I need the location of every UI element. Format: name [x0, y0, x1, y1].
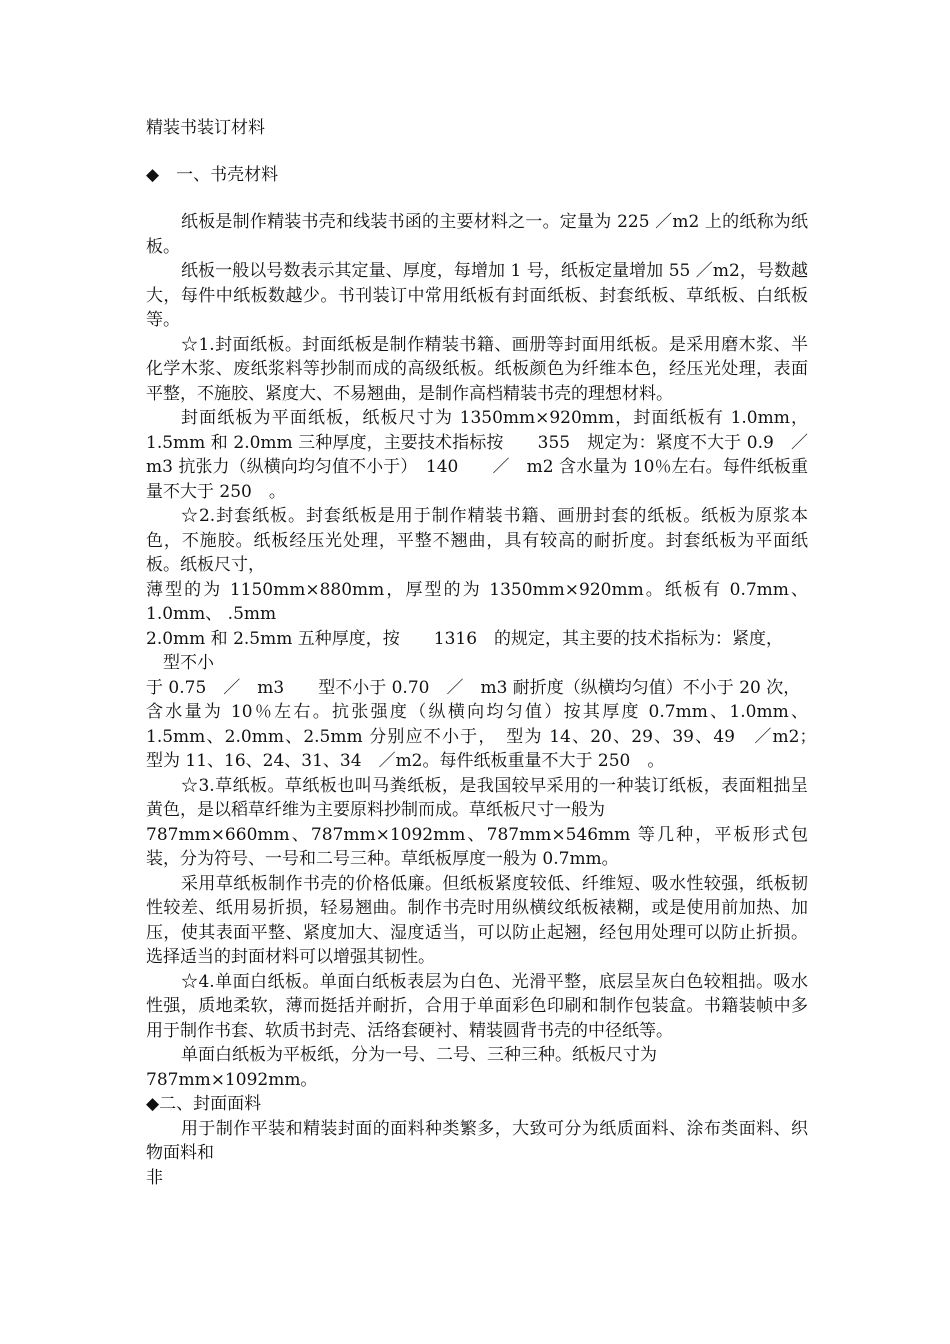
paragraph-line: 2.0mm 和 2.5mm 五种厚度，按 1316 的规定，其主要的技术指标为：紧度，	[146, 628, 784, 649]
document-body	[146, 210, 825, 1190]
paragraph: ☆1.封面纸板。封面纸板是制作精装书籍、画册等封面用纸板。是采用磨木浆、半化学木浆、废纸浆料等抄制而成的高级纸板。纸板颜色为纤维本色，经压光处理，表面平整，不施胶、紧度大、不易翘曲，是制作高档精装书壳的理想材料。	[146, 334, 808, 404]
paragraph: 纸板是制作精装书壳和线装书函的主要材料之一。定量为 225 ／m2 上的纸称为纸板。	[146, 212, 808, 257]
paragraph: 采用草纸板制作书壳的价格低廉。但纸板紧度较低、纤维短、吸水性较强，纸板韧性较差、纸用易折损，轻易翘曲。制作书壳时用纵横纹纸板裱糊，或是使用前加热、加压，使其表面平整、紧度加大、湿度适当，可以防止起翘，经包用处理可以防止折损。选择适当的封面材料可以增强其韧性。	[146, 873, 808, 967]
paragraph: ☆2.封套纸板。封套纸板是用于制作精装书籍、画册封套的纸板。纸板为原浆本色，不施胶。纸板经压光处理，平整不翘曲，具有较高的耐折度。封套纸板为平面纸板。纸板尺寸，	[146, 506, 808, 575]
paragraph-line: 型不小	[146, 653, 214, 673]
paragraph-line: 于 0.75 ／ m3 型不小于 0.70 ／ m3 耐折度（纵横均匀值）不小于 20 次，	[146, 677, 801, 698]
paragraph: 787mm×1092mm。	[146, 1069, 318, 1090]
paragraph-line: 薄型的为 1150mm×880mm，厚型的为 1350mm×920mm。纸板有 0.7mm、1.0mm、 .5mm	[146, 579, 808, 624]
document-title: 精装书装订材料	[146, 118, 265, 138]
paragraph: ☆4.单面白纸板。单面白纸板表层为白色、光滑平整，底层呈灰白色较粗拙。吸水性强，质地柔软，薄而挺括并耐折，合用于单面彩色印刷和制作包装盒。书籍装帧中多用于制作书套、软质书封壳、活络套硬衬、精装圆背书壳的中径纸等。	[146, 971, 808, 1041]
paragraph: 用于制作平装和精装封面的面料种类繁多，大致可分为纸质面料、涂布类面料、织物面料和	[146, 1118, 808, 1163]
paragraph: 787mm×660mm、787mm×1092mm、787mm×546mm 等几种，平板形式包装，分为符号、一号和二号三种。草纸板厚度一般为 0.7mm。	[146, 824, 808, 869]
section-heading-1: ◆ 一、书壳材料	[146, 165, 279, 185]
paragraph: ☆3.草纸板。草纸板也叫马粪纸板，是我国较早采用的一种装订纸板，表面粗拙呈黄色，是以稻草纤维为主要原料抄制而成。草纸板尺寸一般为	[146, 775, 808, 820]
paragraph: 单面白纸板为平板纸，分为一号、二号、三种三种。纸板尺寸为	[181, 1045, 657, 1065]
paragraph: 非	[146, 1167, 163, 1188]
paragraph: 封面纸板为平面纸板，纸板尺寸为 1350mm×920mm，封面纸板有 1.0mm，1.5mm 和 2.0mm 三种厚度，主要技术指标按 355 规定为：紧度不大于 0.9 ／ m3 抗张力（纵横向均匀值不小于） 140 ／ m2 含水量为 10％左右。每件纸板重量不大于 250 。	[146, 408, 825, 502]
section-heading-2: ◆二、封面面料	[146, 1094, 262, 1114]
paragraph: 含水量为 10％左右。抗张强度（纵横向均匀值）按其厚度 0.7mm、1.0mm、1.5mm、2.0mm、2.5mm 分别应不小于， 型为 14、20、29、39、49 ／m2； 型为 11、16、24、31、34 ／m2。每件纸板重量不大于 250 。	[146, 702, 825, 771]
paragraph: 纸板一般以号数表示其定量、厚度，每增加 1 号，纸板定量增加 55 ／m2，号数越大，每件中纸板数越少。书刊装订中常用纸板有封面纸板、封套纸板、草纸板、白纸板等。	[146, 261, 808, 330]
